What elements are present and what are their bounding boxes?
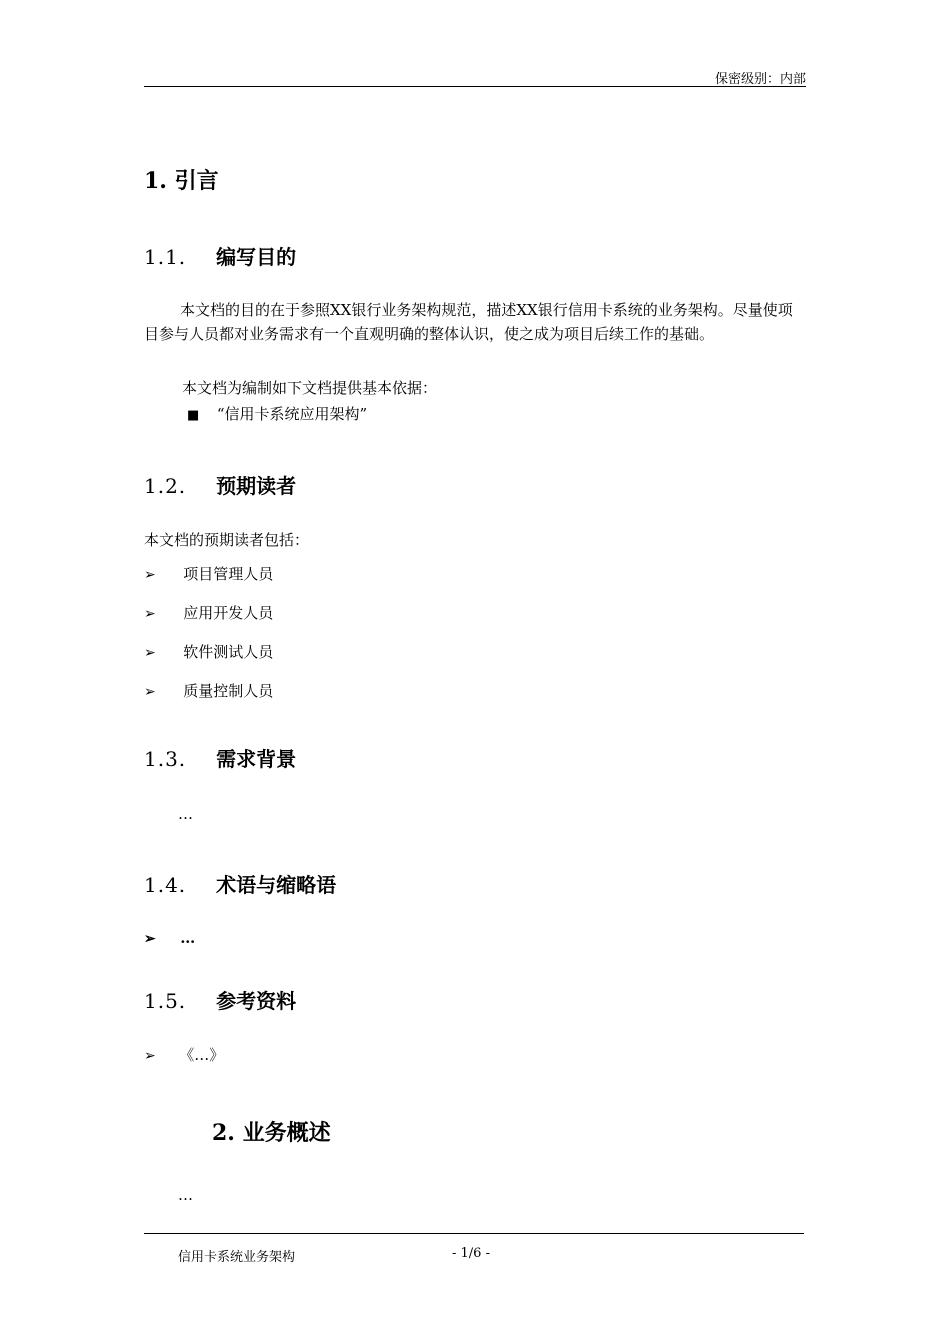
footer-rule <box>144 1233 804 1234</box>
list-item-text: 软件测试人员 <box>183 643 274 661</box>
arrow-bullet-icon: ➢ <box>144 606 156 622</box>
heading-text: 参考资料 <box>216 989 297 1013</box>
list-item <box>144 1043 224 1068</box>
list-item <box>144 640 273 665</box>
list-item <box>144 601 273 626</box>
overview-content: … <box>178 1186 193 1204</box>
arrow-bullet-icon: ➢ <box>144 567 156 583</box>
heading-section-2: 2. 业务概述 <box>212 1120 331 1146</box>
square-bullet-icon: ■ <box>187 408 200 423</box>
heading-number: 1.4. <box>144 873 187 897</box>
readers-intro: 本文档的预期读者包括： <box>144 531 310 549</box>
arrow-bullet-icon: ➢ <box>144 684 156 700</box>
list-item-text: “信用卡系统应用架构” <box>216 405 368 423</box>
purpose-paragraph: 本文档的目的在于参照XX银行业务架构规范，描述XX银行信用卡系统的业务架构。尽量使项目参与人员都对业务需求有一个直观明确的整体认识，使之成为项目后续工作的基础。 <box>144 301 793 343</box>
list-item-text: 应用开发人员 <box>183 604 274 622</box>
list-item-text: 《…》 <box>179 1046 225 1064</box>
basis-paragraph: 本文档为编制如下文档提供基本依据： <box>182 379 438 397</box>
arrow-bullet-icon: ➢ <box>144 1048 156 1064</box>
list-item-text: 质量控制人员 <box>183 682 274 700</box>
heading-1-1 <box>144 241 296 270</box>
list-item-text: … <box>180 929 196 947</box>
classification-label: 保密级别：内部 <box>714 72 806 87</box>
header-rule <box>144 86 806 87</box>
heading-section-1: 1. 引言 <box>144 168 219 194</box>
heading-1-3 <box>144 743 296 772</box>
footer-page-number: - 1/6 - <box>452 1246 490 1261</box>
heading-text: 需求背景 <box>216 747 297 771</box>
heading-number: 1.2. <box>144 474 187 498</box>
heading-number: 1.5. <box>144 989 187 1013</box>
arrow-bullet-icon: ➢ <box>144 645 156 661</box>
list-item <box>144 562 273 587</box>
list-item-text: 项目管理人员 <box>183 565 274 583</box>
heading-1-5 <box>144 985 296 1014</box>
heading-text: 术语与缩略语 <box>216 873 337 897</box>
arrow-bullet-icon: ➢ <box>144 931 156 947</box>
heading-text: 预期读者 <box>216 474 297 498</box>
heading-text: 编写目的 <box>216 245 297 269</box>
background-content: … <box>178 805 193 823</box>
heading-number: 1.3. <box>144 747 187 771</box>
footer-doc-title: 信用卡系统业务架构 <box>178 1250 296 1265</box>
heading-number: 1.1. <box>144 245 187 269</box>
list-item <box>144 926 195 951</box>
heading-1-4 <box>144 869 336 898</box>
list-item <box>187 402 367 428</box>
list-item <box>144 679 273 704</box>
heading-1-2 <box>144 470 296 499</box>
